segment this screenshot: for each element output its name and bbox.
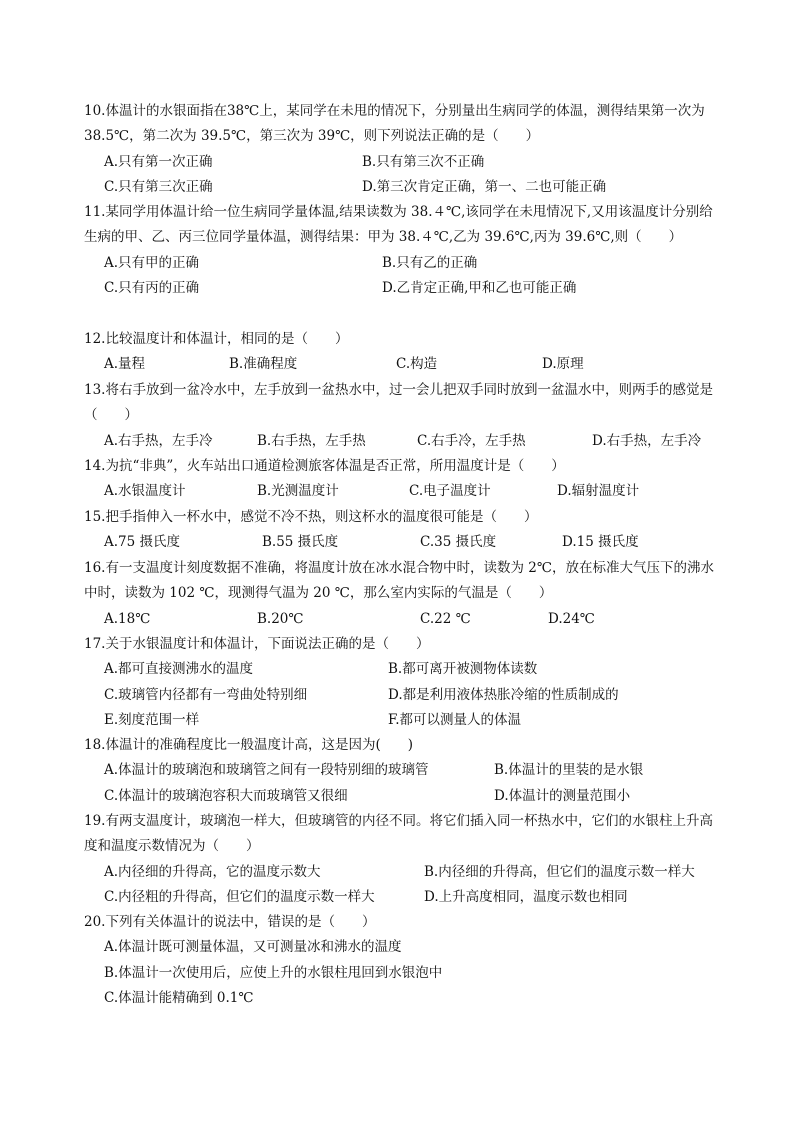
option-a: A.只有甲的正确 xyxy=(104,254,200,271)
option-b: B.体温计一次使用后，应使上升的水银柱甩回到水银泡中 xyxy=(104,964,443,981)
option-b: B.只有乙的正确 xyxy=(382,254,478,271)
option-a: A.18℃ xyxy=(104,610,151,627)
option-c: C.只有第三次正确 xyxy=(104,178,213,195)
option-c: C.体温计的玻璃泡容积大而玻璃管又很细 xyxy=(104,787,348,804)
option-row xyxy=(84,683,724,708)
option-b: B.都可离开被测物体读数 xyxy=(388,661,538,678)
option-d: D.乙肯定正确,甲和乙也可能正确 xyxy=(382,279,577,296)
option-b: B.只有第三次不正确 xyxy=(362,153,485,170)
question-17 xyxy=(84,632,724,733)
question-15 xyxy=(84,505,724,556)
option-row xyxy=(84,276,724,301)
option-row xyxy=(84,708,724,733)
option-b: B.体温计的里装的是水银 xyxy=(494,762,644,779)
option-row xyxy=(84,530,724,555)
question-stem: 12.比较温度计和体温计，相同的是（ ） xyxy=(84,331,349,347)
option-row xyxy=(84,352,724,377)
option-row xyxy=(84,784,724,809)
question-18 xyxy=(84,733,724,809)
option-row xyxy=(84,607,724,632)
option-c: C.电子温度计 xyxy=(409,483,491,500)
option-row xyxy=(84,150,724,175)
option-c: C.玻璃管内径都有一弯曲处特别细 xyxy=(104,686,308,703)
option-c: C.22 ℃ xyxy=(420,610,471,627)
option-b: B.光测温度计 xyxy=(257,483,339,500)
question-stem: 15.把手指伸入一杯水中，感觉不冷不热，则这杯水的温度很可能是（ ） xyxy=(84,509,538,525)
option-a: A.右手热，左手冷 xyxy=(104,432,213,449)
option-a: A.内径细的升得高，它的温度示数大 xyxy=(104,863,321,880)
option-a: A.体温计的玻璃泡和玻璃管之间有一段特别细的玻璃管 xyxy=(104,762,429,779)
question-stem: 18.体温计的准确程度比一般温度计高，这是因为( ) xyxy=(84,737,414,753)
option-e: E.刻度范围一样 xyxy=(104,711,200,728)
option-row xyxy=(84,860,724,885)
question-stem: 19.有两支温度计，玻璃泡一样大，但玻璃管的内径不同。将它们插入同一杯热水中，它们的水银柱上升高度和温度示数情况为（ ） xyxy=(84,813,713,855)
question-stem: 13.将右手放到一盆冷水中，左手放到一盆热水中，过一会儿把双手同时放到一盆温水中，则两手的感觉是（ ） xyxy=(84,382,713,424)
question-19 xyxy=(84,809,724,910)
option-a: A.量程 xyxy=(104,356,146,373)
option-c: C.右手冷，左手热 xyxy=(417,432,526,449)
question-stem: 17.关于水银温度计和体温计，下面说法正确的是（ ） xyxy=(84,636,430,652)
option-d: D.第三次肯定正确，第一、二也可能正确 xyxy=(362,178,607,195)
option-d: D.上升高度相同，温度示数也相同 xyxy=(424,888,628,905)
option-d: D.右手热，左手冷 xyxy=(592,432,702,449)
option-f: F.都可以测量人的体温 xyxy=(388,711,522,728)
option-b: B.20℃ xyxy=(257,610,304,627)
option-row xyxy=(84,758,724,783)
option-row xyxy=(84,429,724,454)
option-d: D.24℃ xyxy=(548,610,595,627)
option-d: D.15 摄氏度 xyxy=(562,534,639,551)
option-d: D.都是利用液体热胀冷缩的性质制成的 xyxy=(388,686,619,703)
question-20 xyxy=(84,910,724,1011)
option-row xyxy=(84,657,724,682)
question-14 xyxy=(84,454,724,505)
question-10 xyxy=(84,99,724,200)
option-c: C.体温计能精确到 0.1℃ xyxy=(104,989,254,1006)
option-b: B.准确程度 xyxy=(229,356,298,373)
question-13 xyxy=(84,378,724,454)
question-stem: 11.某同学用体温计给一位生病同学量体温,结果读数为 38.４℃,该同学在未甩情况下,又用该温度计分别给生病的甲、乙、丙三位同学量体温，测得结果：甲为 38.４℃,乙为 39.6℃,丙为 39.6℃,则（ ） xyxy=(84,204,713,246)
option-a: A.体温计既可测量体温，又可测量冰和沸水的温度 xyxy=(104,939,402,956)
option-b: B.55 摄氏度 xyxy=(262,534,339,551)
question-stem: 16.有一支温度计刻度数据不准确，将温度计放在冰水混合物中时，读数为 2℃，放在标准大气压下的沸水中时，读数为 102 ℃，现测得气温为 20 ℃，那么室内实际的气温是（ ） xyxy=(84,560,714,602)
option-row xyxy=(84,885,724,910)
option-b: B.内径细的升得高，但它们的温度示数一样大 xyxy=(424,863,695,880)
question-11 xyxy=(84,200,724,301)
option-c: C.内径粗的升得高，但它们的温度示数一样大 xyxy=(104,888,375,905)
option-c: C.只有丙的正确 xyxy=(104,279,200,296)
option-row xyxy=(84,175,724,200)
question-stem: 20.下列有关体温计的说法中，错误的是（ ） xyxy=(84,914,376,930)
question-12 xyxy=(84,327,724,378)
option-d: D.辐射温度计 xyxy=(557,483,640,500)
option-a: A.都可直接测沸水的温度 xyxy=(104,661,254,678)
option-row xyxy=(84,479,724,504)
question-stem: 14.为抗“非典”，火车站出口通道检测旅客体温是否正常，所用温度计是（ ） xyxy=(84,458,565,474)
option-a: A.水银温度计 xyxy=(104,483,186,500)
question-stem: 10.体温计的水银面指在38℃上，某同学在未甩的情况下，分别量出生病同学的体温，测得结果第一次为 38.5℃，第二次为 39.5℃，第三次为 39℃，则下列说法正确的是（ ） xyxy=(84,103,705,145)
option-d: D.体温计的测量范围小 xyxy=(494,787,631,804)
option-a: A.75 摄氏度 xyxy=(104,534,181,551)
option-c: C.构造 xyxy=(396,356,438,373)
question-16 xyxy=(84,556,724,632)
option-a: A.只有第一次正确 xyxy=(104,153,213,170)
option-b: B.右手热，左手热 xyxy=(257,432,366,449)
option-row xyxy=(84,251,724,276)
option-d: D.原理 xyxy=(542,356,584,373)
option-c: C.35 摄氏度 xyxy=(420,534,497,551)
